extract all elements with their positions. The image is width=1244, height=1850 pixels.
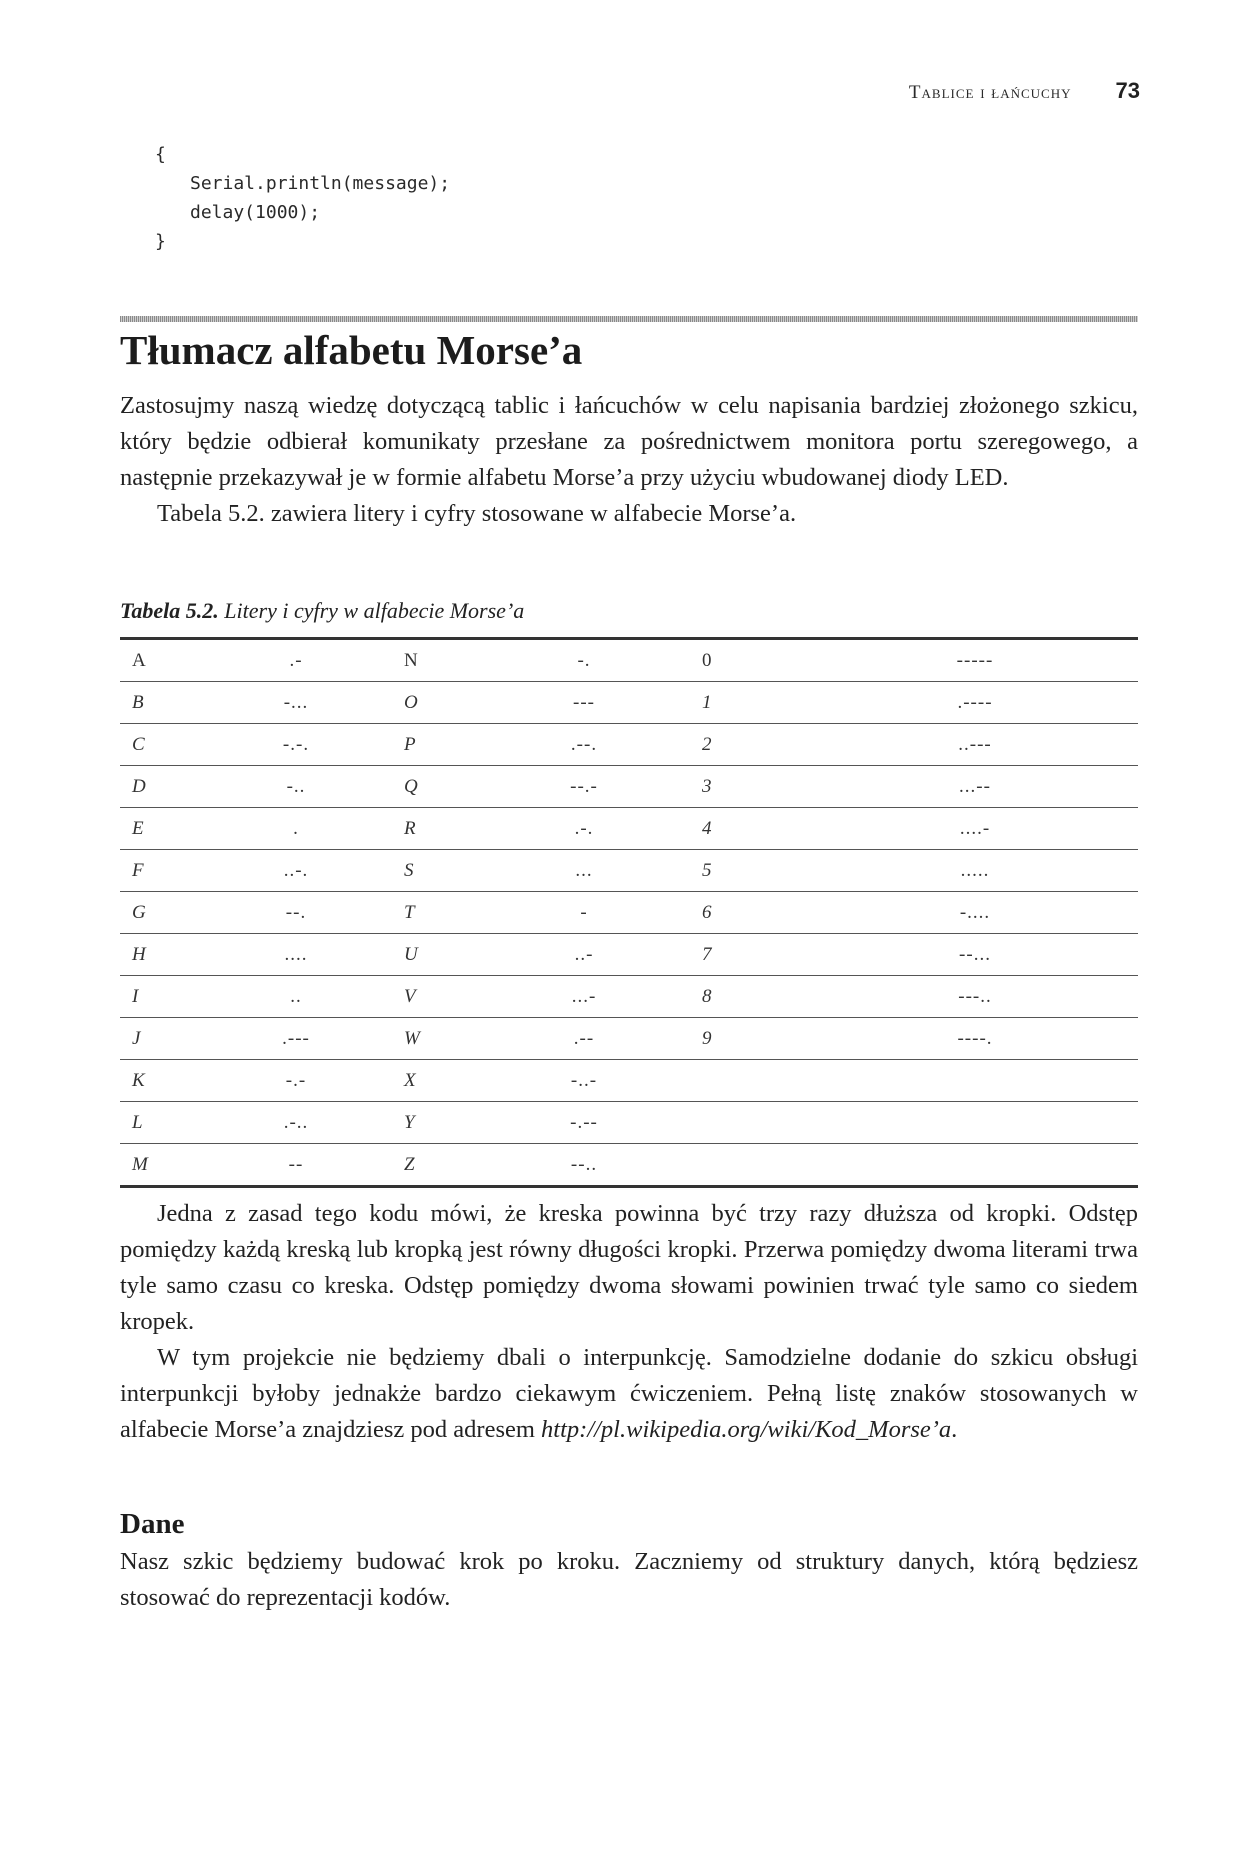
morse-code-cell: .-. (514, 808, 654, 850)
morse-code-cell: --. (242, 892, 350, 934)
morse-code-cell: ..- (514, 934, 654, 976)
morse-code-cell (812, 1144, 1138, 1187)
table-row (120, 850, 1138, 892)
letter-cell: T (350, 892, 514, 934)
table-row (120, 1060, 1138, 1102)
digit-cell: 1 (654, 682, 812, 724)
digit-cell (654, 1060, 812, 1102)
table-row (120, 766, 1138, 808)
code-line: { (155, 144, 166, 165)
letter-cell: L (120, 1102, 242, 1144)
table-row (120, 976, 1138, 1018)
morse-code-cell: -.- (242, 1060, 350, 1102)
morse-code-cell: -- (288, 1153, 304, 1175)
morse-code-cell: ...-- (812, 766, 1138, 808)
morse-code-cell: ....- (812, 808, 1138, 850)
table-row (120, 682, 1138, 724)
table-caption (120, 598, 524, 624)
code-line: Serial.println(message); (190, 173, 451, 194)
table-row (120, 808, 1138, 850)
running-title: Tablice i łańcuchy (908, 82, 1072, 103)
table-row (120, 724, 1138, 766)
wikipedia-link[interactable]: http://pl.wikipedia.org/wiki/Kod_Morse’a (541, 1416, 952, 1443)
digit-cell: 4 (654, 808, 812, 850)
table-row (120, 1018, 1138, 1060)
letter-cell: V (350, 976, 514, 1018)
digit-cell (654, 1144, 812, 1187)
digit-cell: 5 (654, 850, 812, 892)
section-title: Tłumacz alfabetu Morse’a (120, 327, 583, 373)
letter-cell: D (120, 766, 242, 808)
letter-cell: Y (350, 1102, 514, 1144)
morse-code-cell: -... (242, 682, 350, 724)
letter-cell: G (120, 892, 242, 934)
letter-cell: Q (350, 766, 514, 808)
table-reference-paragraph: Tabela 5.2. zawiera litery i cyfry stosowane w alfabecie Morse’a. (157, 500, 797, 527)
morse-code-cell: .-.. (242, 1102, 350, 1144)
subsection-title: Dane (120, 1508, 185, 1540)
intro-paragraph: Zastosujmy naszą wiedzę dotyczącą tablic i łańcuchów w celu napisania bardziej złożonego szkicu, który będzie odbierał komunikaty przesłane za pośrednictwem monitora portu szeregowego, a następnie przekazywał je w formie alfabetu Morse’a przy użyciu wbudowanej diody LED. (120, 392, 1138, 491)
morse-table (120, 637, 1138, 1188)
morse-code-cell: .. (242, 976, 350, 1018)
morse-code-cell: .... (242, 934, 350, 976)
punctuation-paragraph (120, 1340, 1138, 1448)
morse-code-cell: -.-. (242, 724, 350, 766)
morse-code-cell: ..--- (812, 724, 1138, 766)
letter-cell: J (120, 1018, 242, 1060)
morse-code-cell: -.... (812, 892, 1138, 934)
letter-cell: U (350, 934, 514, 976)
table-caption-text: Litery i cyfry w alfabecie Morse’a (218, 598, 525, 623)
letter-cell: A (120, 639, 242, 682)
letter-cell: N (350, 639, 514, 682)
letter-cell: R (350, 808, 514, 850)
table-row (120, 1144, 1138, 1187)
morse-code-cell (812, 1102, 1138, 1144)
table-caption-label: Tabela 5.2. (120, 598, 219, 623)
letter-cell: Z (404, 1153, 415, 1175)
code-line: } (155, 231, 166, 252)
morse-code-cell: ...- (514, 976, 654, 1018)
morse-code-cell: --.- (514, 766, 654, 808)
digit-cell: 6 (654, 892, 812, 934)
morse-code-cell: .-- (514, 1018, 654, 1060)
morse-code-cell: ----- (812, 639, 1138, 682)
morse-code-cell: .---- (812, 682, 1138, 724)
letter-cell: F (120, 850, 242, 892)
digit-cell: 7 (654, 934, 812, 976)
morse-code-cell: --- (514, 682, 654, 724)
morse-code-cell: ---.. (812, 976, 1138, 1018)
morse-code-cell: --.. (570, 1153, 598, 1175)
letter-cell: P (350, 724, 514, 766)
letter-cell: I (120, 976, 242, 1018)
digit-cell: 8 (654, 976, 812, 1018)
letter-cell: W (350, 1018, 514, 1060)
timing-paragraph: Jedna z zasad tego kodu mówi, że kreska powinna być trzy razy dłuższa od kropki. Odstęp pomiędzy każdą kreską lub kropką jest równy długości kropki. Przerwa pomiędzy dwoma literami trwa tyle samo czasu co kreska. Odstęp pomiędzy dwoma słowami powinien trwać tyle samo co siedem kropek. (120, 1200, 1138, 1335)
subsection-paragraph: Nasz szkic będziemy budować krok po kroku. Zaczniemy od struktury danych, którą będziesz stosować do reprezentacji kodów. (120, 1548, 1138, 1611)
morse-code-cell: ..-. (242, 850, 350, 892)
morse-code-cell (812, 1060, 1138, 1102)
morse-code-cell: -. (514, 639, 654, 682)
letter-cell: M (132, 1153, 148, 1175)
table-row (120, 1102, 1138, 1144)
morse-code-cell: ----. (812, 1018, 1138, 1060)
letter-cell: C (120, 724, 242, 766)
morse-table-body (120, 639, 1138, 1187)
letter-cell: E (120, 808, 242, 850)
digit-cell: 0 (654, 639, 812, 682)
morse-code-cell: -..- (514, 1060, 654, 1102)
punctuation-end: . (951, 1416, 958, 1443)
digit-cell: 3 (654, 766, 812, 808)
morse-code-cell: .- (242, 639, 350, 682)
table-row (120, 639, 1138, 682)
morse-code-cell: -.-- (514, 1102, 654, 1144)
section-divider (120, 316, 1138, 322)
code-line: delay(1000); (190, 202, 321, 223)
letter-cell: B (120, 682, 242, 724)
subsection-text (120, 1544, 1138, 1616)
letter-cell: K (120, 1060, 242, 1102)
morse-code-cell: .--- (242, 1018, 350, 1060)
digit-cell: 9 (654, 1018, 812, 1060)
running-header (120, 78, 1140, 104)
table-row (120, 934, 1138, 976)
table-row (120, 892, 1138, 934)
morse-code-cell: -.. (242, 766, 350, 808)
morse-code-cell: ... (514, 850, 654, 892)
intro-text (120, 388, 1138, 532)
page-number: 73 (1115, 78, 1140, 103)
punctuation-text: W tym projekcie nie będziemy dbali o interpunkcję. Samodzielne dodanie do szkicu obsługi interpunkcji byłoby jednakże bardzo ciekawym ćwiczeniem. Pełną listę znaków stosowanych w alfabecie Morse’a znajdziesz pod adresem (120, 1344, 1138, 1443)
letter-cell: H (120, 934, 242, 976)
code-block (155, 140, 450, 256)
morse-code-cell: ..... (812, 850, 1138, 892)
letter-cell: O (350, 682, 514, 724)
explanation-text (120, 1196, 1138, 1448)
morse-code-cell: . (242, 808, 350, 850)
digit-cell (654, 1102, 812, 1144)
morse-code-cell: - (514, 892, 654, 934)
letter-cell: X (350, 1060, 514, 1102)
morse-code-cell: .--. (514, 724, 654, 766)
letter-cell: S (350, 850, 514, 892)
morse-code-cell: --... (812, 934, 1138, 976)
digit-cell: 2 (654, 724, 812, 766)
